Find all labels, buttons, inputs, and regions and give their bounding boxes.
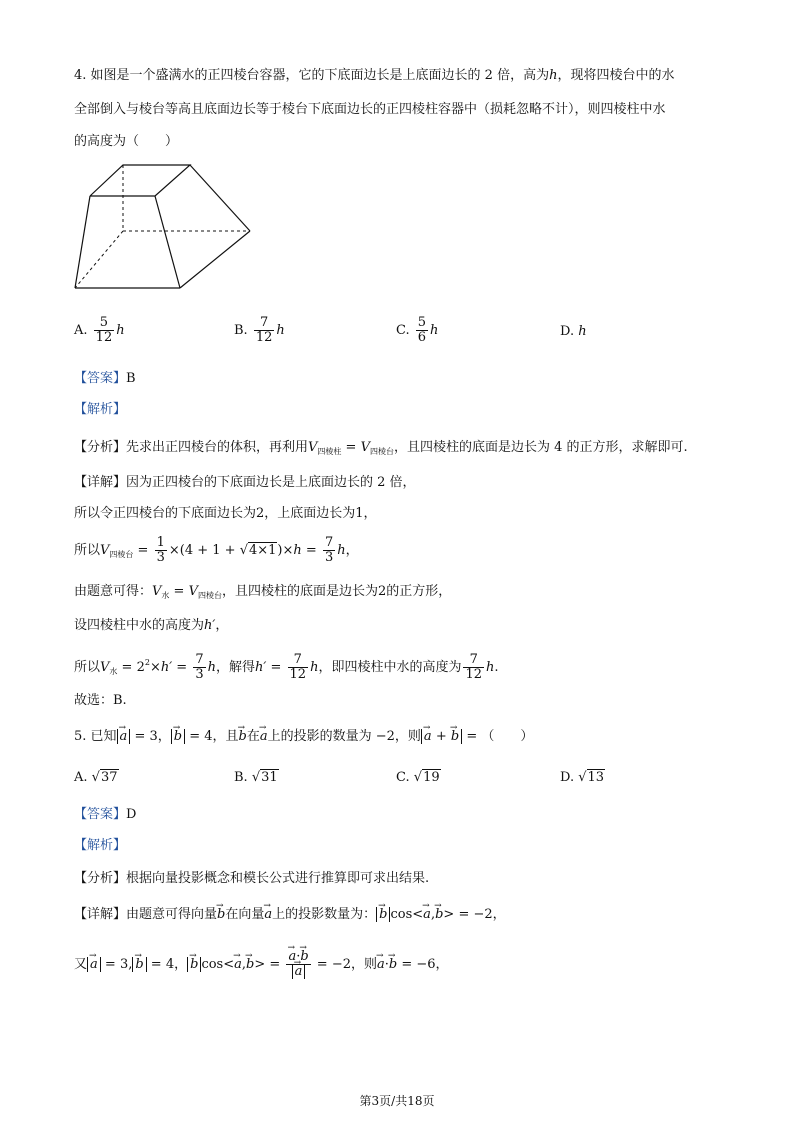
fraction <box>155 536 167 565</box>
denominator: 6 <box>417 330 427 345</box>
fenxi-tag: 【分析】 <box>74 871 127 886</box>
fraction <box>323 536 335 565</box>
q5-option-a[interactable] <box>74 770 119 785</box>
frustum-edge-front <box>155 196 180 288</box>
expr: = 4， <box>146 957 188 972</box>
detail-text: ，解得 <box>216 660 256 675</box>
frustum-hidden-edge-3 <box>75 231 123 288</box>
var-h: h <box>578 324 587 339</box>
vector-b: → b <box>389 948 397 982</box>
q5-stem <box>74 728 533 746</box>
xiangjie-tag: 【详解】 <box>74 475 127 490</box>
vector-b: → b <box>135 948 143 982</box>
fraction <box>94 316 115 345</box>
detail-text: 所以 <box>74 543 101 558</box>
analysis-tag: 【解析】 <box>74 402 127 417</box>
option-label: A. <box>74 770 88 785</box>
vector-a: → a <box>424 728 432 746</box>
expr: )× <box>277 543 294 558</box>
abs-a <box>117 729 131 744</box>
radicand: 19 <box>423 770 440 785</box>
expr: = 4，且 <box>185 729 239 744</box>
equals: = <box>133 543 153 558</box>
equals: = <box>301 543 321 558</box>
q4-stem-line-2 <box>74 101 666 119</box>
var-h-prime: h′ <box>255 660 267 675</box>
q4-option-d[interactable] <box>560 324 587 339</box>
q4-stem-text-1b: ，现将四棱台中的水 <box>557 68 675 83</box>
frustum-top-front <box>90 165 190 196</box>
q5-option-b[interactable] <box>234 770 279 785</box>
option-label: B. <box>234 323 248 338</box>
numerator: 7 <box>293 652 302 667</box>
denominator: 12 <box>465 667 482 682</box>
option-label: B. <box>234 770 248 785</box>
var-v: V <box>308 440 318 455</box>
detail-text: 上的投影数量为： <box>272 907 377 922</box>
q4-option-b[interactable] <box>234 316 285 345</box>
detail-text: 由题意可得： <box>74 584 153 599</box>
abs-b <box>187 957 201 972</box>
numerator: 7 <box>324 535 334 550</box>
fenxi-text-2: ，且四棱柱的底面是边长为 4 的正方形，求解即可. <box>393 440 688 455</box>
q4-stem-text-2: 全部倒入与棱台等高且底面边长等于棱台下底面边长的正四棱柱容器中（损耗忽略不计），则四棱柱中水 <box>74 102 666 117</box>
var-h: h <box>337 543 346 558</box>
superscript: 2 <box>144 658 150 667</box>
q4-detail-2 <box>74 505 377 523</box>
answer-value: B <box>126 371 136 386</box>
equals: = <box>266 660 286 675</box>
abs-a-plus-b <box>421 729 462 744</box>
abs-b <box>376 907 390 922</box>
numerator: 5 <box>417 315 427 330</box>
frustum-bottom-right <box>180 231 250 288</box>
detail-text: 设四棱柱中水的高度为 <box>74 618 205 633</box>
radicand: 31 <box>261 770 278 785</box>
expr: = −2， <box>454 907 506 922</box>
numerator: 5 <box>99 315 109 330</box>
denominator: 3 <box>156 550 165 565</box>
option-label: A. <box>74 323 88 338</box>
answer-value: D <box>126 807 137 822</box>
detail-text: 因为正四棱台的下底面边长是上底面边长的 2 倍， <box>126 475 416 490</box>
plus: + <box>431 729 451 744</box>
var-h-prime: h′ <box>160 660 173 675</box>
var-h: h <box>310 660 319 675</box>
punct: ， <box>345 543 359 558</box>
var-h: h <box>293 543 302 558</box>
vector-b: → b <box>174 728 182 746</box>
fraction <box>463 653 484 682</box>
text: 在 <box>246 729 260 744</box>
detail-text: 又 <box>74 957 88 972</box>
q4-analysis-tag <box>74 401 126 419</box>
detail-text: 由题意可得向量 <box>126 907 218 922</box>
var-v: V <box>360 440 370 455</box>
vector-a: → a <box>288 950 296 964</box>
sqrt: √19 <box>413 770 440 785</box>
denominator: 12 <box>95 330 113 345</box>
fraction <box>288 653 309 682</box>
expr: = 3, <box>100 957 133 972</box>
q4-stem-line-3 <box>74 133 178 151</box>
vector-b: → b <box>246 948 254 982</box>
frustum-edge-right <box>190 165 250 231</box>
answer-tag: 【答案】 <box>74 371 127 386</box>
abs-a <box>87 957 101 972</box>
text: = （ ） <box>462 729 534 744</box>
vector-a: → a <box>120 728 128 746</box>
sqrt: √13 <box>578 770 605 785</box>
xiangjie-tag: 【详解】 <box>74 907 127 922</box>
denominator: 12 <box>255 330 273 345</box>
subscript: 四棱台 <box>369 447 394 456</box>
vector-b: → b <box>300 950 308 964</box>
vector-b: → b <box>217 906 225 924</box>
numerator: → a·→ b <box>286 950 310 964</box>
var-v: V <box>100 660 110 675</box>
expr: = 3， <box>130 729 171 744</box>
option-label: D. <box>560 324 575 339</box>
var-h: h <box>276 323 285 338</box>
equals: = <box>172 660 192 675</box>
equals: = <box>169 584 189 599</box>
q4-detail-3 <box>74 534 359 572</box>
q5-detail-2: 又→ a = 3,→ b = 4，→ b cos<→ a,→ b> = → a·→ b → a = −2，则→ a·→ b = −6， <box>74 948 449 982</box>
detail-text: 在向量 <box>225 907 265 922</box>
numerator: 1 <box>156 535 165 550</box>
vector-b: → b <box>435 906 443 924</box>
q4-stem-text-3: 的高度为（ ） <box>74 134 179 149</box>
vector-a: → a <box>377 948 385 982</box>
option-label: C. <box>396 770 410 785</box>
q5-fenxi <box>74 870 429 888</box>
vector-a: → a <box>295 965 303 979</box>
answer-tag: 【答案】 <box>74 807 127 822</box>
numerator: 7 <box>469 652 478 667</box>
expr: = −6， <box>397 957 449 972</box>
fraction <box>286 950 310 979</box>
q5-stem-text: 5. 已知 <box>74 729 117 744</box>
abs-b <box>171 729 185 744</box>
expr: = −2，则 <box>312 957 377 972</box>
analysis-tag: 【解析】 <box>74 838 127 853</box>
q4-detail-6 <box>74 646 499 689</box>
subscript: 水 <box>161 591 170 600</box>
q4-detail-4 <box>74 583 451 605</box>
fraction <box>416 316 428 345</box>
vector-a: → a <box>234 948 242 982</box>
option-label: C. <box>396 323 410 338</box>
var-v: V <box>152 584 162 599</box>
q4-fenxi <box>74 439 688 461</box>
fraction <box>193 653 205 682</box>
radicand: 4×1 <box>248 543 277 558</box>
subscript: 四棱台 <box>197 591 222 600</box>
cos: cos <box>390 907 413 922</box>
vector-b: → b <box>190 948 198 982</box>
vector-b: → b <box>379 906 387 924</box>
q4-choose <box>74 692 127 710</box>
subscript: 水 <box>109 667 118 676</box>
q4-detail-1 <box>74 474 416 492</box>
cos: cos <box>201 957 224 972</box>
subscript: 四棱柱 <box>317 447 342 456</box>
choose-text: 故选：B. <box>74 693 127 708</box>
q5-option-d[interactable] <box>560 770 605 785</box>
q5-analysis-tag <box>74 837 126 855</box>
equals: = 2 <box>117 660 145 675</box>
abs-b <box>132 957 146 972</box>
vector-a: → a <box>260 728 268 746</box>
fenxi-text: 先求出正四棱台的体积，再利用 <box>126 440 309 455</box>
q4-stem-line-1 <box>74 67 674 85</box>
q5-answer <box>74 806 136 824</box>
fenxi-tag: 【分析】 <box>74 440 127 455</box>
detail-text: 所以令正四棱台的下底面边长为2，上底面边长为1， <box>74 506 377 521</box>
abs-a <box>292 964 306 979</box>
numerator: 7 <box>195 652 204 667</box>
frustum-figure <box>70 158 255 293</box>
q4-detail-5 <box>74 617 228 635</box>
q5-detail-1: 【详解】由题意可得向量→ b在向量→ a上的投影数量为：→ b cos<→ a,→ b> = −2， <box>74 906 506 924</box>
var-h: h <box>430 323 439 338</box>
fraction <box>254 316 275 345</box>
option-label: D. <box>560 770 575 785</box>
punct: ， <box>215 618 229 633</box>
expr: × <box>149 660 161 675</box>
detail-text: ，且四棱柱的底面是边长为2的正方形， <box>221 584 452 599</box>
denominator <box>286 964 310 979</box>
denominator: 3 <box>195 667 204 682</box>
radicand: 37 <box>100 770 118 785</box>
q4-stem-text-1: 4. 如图是一个盛满水的正四棱台容器，它的下底面边长是上底面边长的 2 倍，高为 <box>74 68 550 83</box>
var-h: h <box>116 323 125 338</box>
sqrt: √31 <box>251 770 278 785</box>
equals: = <box>341 440 361 455</box>
subscript: 四棱台 <box>109 550 134 559</box>
radicand: 13 <box>587 770 605 785</box>
q4-answer <box>74 370 136 388</box>
equals: = <box>265 957 285 972</box>
vector-a: → a <box>90 948 98 982</box>
vector-a: → a <box>264 906 272 924</box>
frustum-edge-left <box>75 196 90 288</box>
q4-option-c[interactable] <box>396 316 438 345</box>
vector-b: → b <box>451 728 459 746</box>
var-h-prime: h′ <box>204 618 216 633</box>
var-v: V <box>100 543 110 558</box>
vector-a: → a <box>423 906 431 924</box>
q5-option-c[interactable] <box>396 770 441 785</box>
punct: . <box>494 660 499 675</box>
text: 上的投影的数量为 −2，则 <box>267 729 421 744</box>
q4-option-a[interactable] <box>74 316 125 345</box>
page-footer: 第3页/共18页 <box>359 1094 435 1108</box>
var-h: h <box>486 660 495 675</box>
expr: ×(4 + 1 + <box>168 543 240 558</box>
fenxi-text: 根据向量投影概念和模长公式进行推算即可求出结果. <box>126 871 430 886</box>
denominator: 12 <box>289 667 307 682</box>
vector-b: → b <box>239 728 247 746</box>
var-v: V <box>188 584 198 599</box>
denominator: 3 <box>324 550 334 565</box>
var-h: h <box>207 660 216 675</box>
var-h: h <box>549 68 558 83</box>
sqrt: √4×1 <box>239 543 277 558</box>
sqrt: √37 <box>91 770 118 785</box>
detail-text: ，即四棱柱中水的高度为 <box>318 660 462 675</box>
numerator: 7 <box>259 315 269 330</box>
detail-text: 所以 <box>74 660 101 675</box>
